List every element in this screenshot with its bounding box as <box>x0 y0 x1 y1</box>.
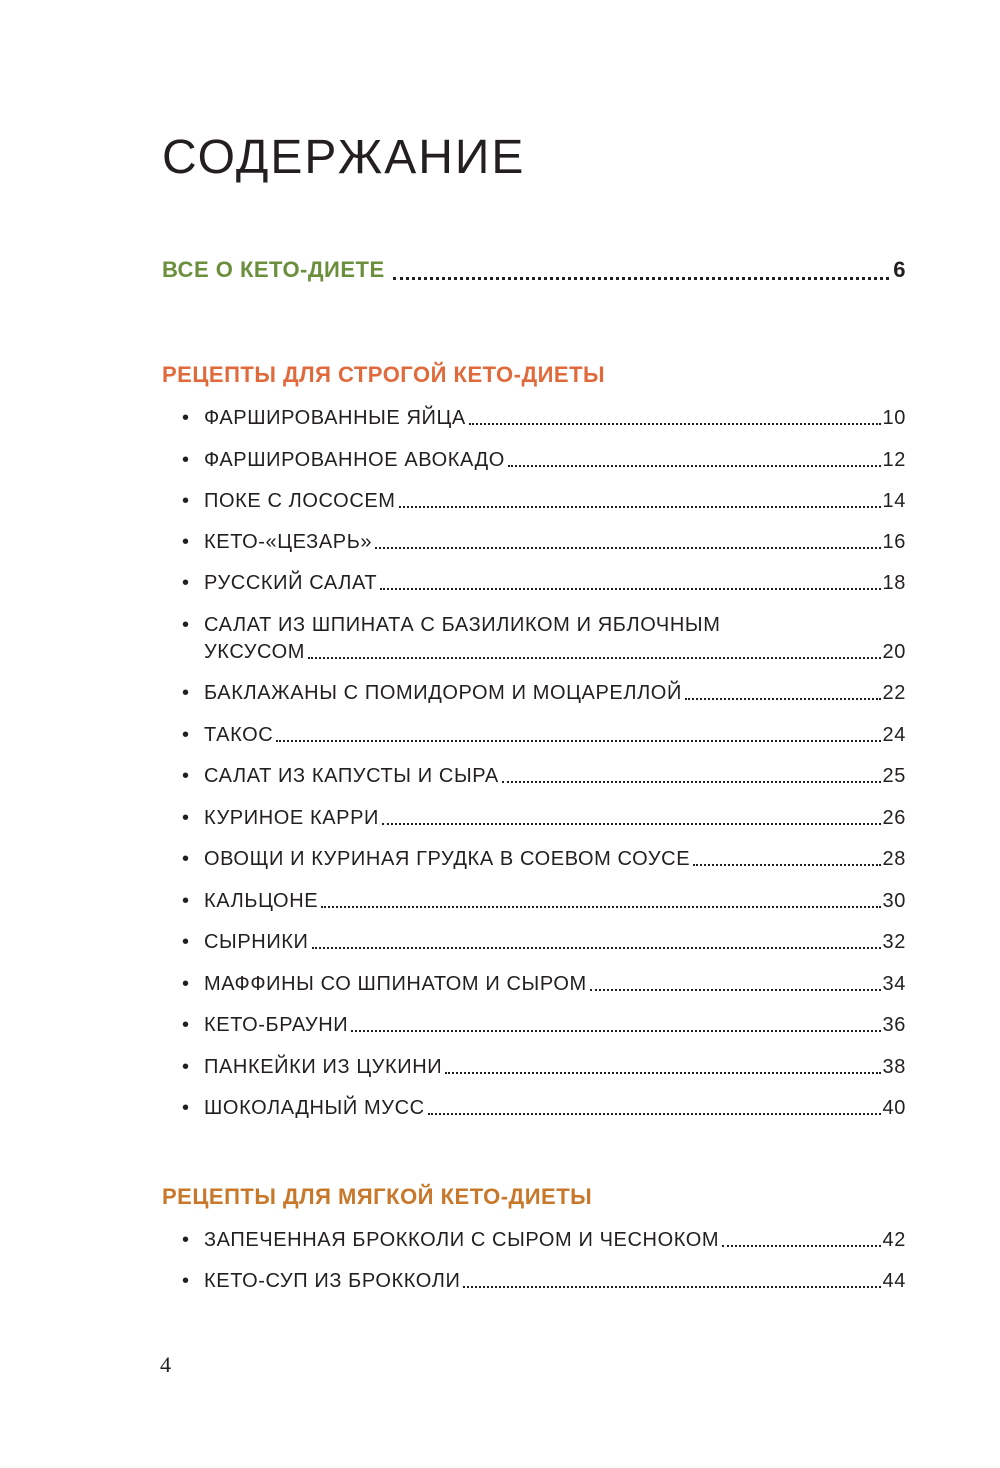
bullet: • <box>182 407 190 429</box>
toc-entry-page: 22 <box>882 682 906 704</box>
toc-entry-page: 34 <box>882 973 906 995</box>
toc-entry-label: СЫРНИКИ <box>204 931 309 953</box>
toc-entry[interactable] <box>182 1054 906 1080</box>
toc-entry-page: 40 <box>882 1097 906 1119</box>
bullet: • <box>182 973 190 995</box>
toc-entry-label: КУРИНОЕ КАРРИ <box>204 807 380 829</box>
toc-entry[interactable] <box>182 405 906 431</box>
toc-entry-page: 32 <box>882 931 906 953</box>
toc-entry[interactable] <box>182 763 906 789</box>
leader-dots <box>312 947 881 949</box>
toc-entry[interactable] <box>182 1012 906 1038</box>
toc-entry-label: МАФФИНЫ СО ШПИНАТОМ И СЫРОМ <box>204 973 587 995</box>
toc-entry-page: 10 <box>882 407 906 429</box>
leader-dots <box>508 465 881 467</box>
leader-dots <box>351 1030 880 1032</box>
leader-dots <box>276 740 880 742</box>
leader-dots <box>722 1245 880 1247</box>
bullet: • <box>182 1270 190 1292</box>
bullet: • <box>182 1014 190 1036</box>
toc-entry-page: 26 <box>882 807 906 829</box>
section-heading-soft: РЕЦЕПТЫ ДЛЯ МЯГКОЙ КЕТО-ДИЕТЫ <box>162 1184 593 1209</box>
section-heading-strict: РЕЦЕПТЫ ДЛЯ СТРОГОЙ КЕТО-ДИЕТЫ <box>162 362 606 387</box>
leader-dots <box>382 823 881 825</box>
toc-entry-page: 25 <box>882 765 906 787</box>
bullet: • <box>182 807 190 829</box>
bullet: • <box>182 682 190 704</box>
leader-dots <box>590 989 881 991</box>
toc-entry-label: РУССКИЙ САЛАТ <box>204 572 378 594</box>
toc-entry-label: КЕТО-«ЦЕЗАРЬ» <box>204 531 373 553</box>
toc-entry-label: УКСУСОМ <box>204 641 306 663</box>
toc-entry-page: 42 <box>882 1229 906 1251</box>
toc-entry-label: ВСЕ О КЕТО-ДИЕТЕ <box>162 257 385 282</box>
leader-dots <box>428 1113 881 1115</box>
leader-dots <box>502 781 881 783</box>
toc-entry-label: ШОКОЛАДНЫЙ МУСС <box>204 1097 425 1119</box>
toc-entry-page: 16 <box>882 531 906 553</box>
bullet: • <box>182 1056 190 1078</box>
toc-entry-label: БАКЛАЖАНЫ С ПОМИДОРОМ И МОЦАРЕЛЛОЙ <box>204 682 682 704</box>
bullet: • <box>182 449 190 471</box>
bullet: • <box>182 848 190 870</box>
toc-entry[interactable] <box>182 529 906 555</box>
bullet: • <box>182 614 190 636</box>
toc-entry[interactable] <box>182 488 906 514</box>
toc-entry[interactable] <box>182 929 906 955</box>
leader-dots <box>393 277 890 280</box>
toc-entry-intro[interactable] <box>162 257 906 287</box>
toc-entry-label: КЕТО-БРАУНИ <box>204 1014 349 1036</box>
toc-entry-label: ФАРШИРОВАННОЕ АВОКАДО <box>204 449 505 471</box>
toc-entry-label: КАЛЬЦОНЕ <box>204 890 319 912</box>
toc-entry[interactable] <box>182 1095 906 1121</box>
toc-entry[interactable] <box>182 447 906 473</box>
toc-entry-label: ПАНКЕЙКИ ИЗ ЦУКИНИ <box>204 1056 443 1078</box>
bullet: • <box>182 490 190 512</box>
toc-entry-label: ОВОЩИ И КУРИНАЯ ГРУДКА В СОЕВОМ СОУСЕ <box>204 848 691 870</box>
leader-dots <box>375 547 880 549</box>
leader-dots <box>380 588 880 590</box>
leader-dots <box>308 657 881 659</box>
toc-entry-label-line1: САЛАТ ИЗ ШПИНАТА С БАЗИЛИКОМ И ЯБЛОЧНЫМ <box>204 614 721 636</box>
toc-entry-label: ФАРШИРОВАННЫЕ ЯЙЦА <box>204 407 466 429</box>
toc-entry-page: 18 <box>882 572 906 594</box>
bullet: • <box>182 1097 190 1119</box>
leader-dots <box>693 864 880 866</box>
bullet: • <box>182 931 190 953</box>
leader-dots <box>445 1072 880 1074</box>
bullet: • <box>182 531 190 553</box>
leader-dots <box>469 423 881 425</box>
toc-entry-page: 24 <box>882 724 906 746</box>
toc-entry-label: ЗАПЕЧЕННАЯ БРОККОЛИ С СЫРОМ И ЧЕСНОКОМ <box>204 1229 720 1251</box>
toc-entry-page: 36 <box>882 1014 906 1036</box>
toc-entry-page: 38 <box>882 1056 906 1078</box>
toc-entry-page: 30 <box>882 890 906 912</box>
toc-entry-label: ПОКЕ С ЛОСОСЕМ <box>204 490 396 512</box>
bullet: • <box>182 572 190 594</box>
toc-entry[interactable] <box>182 846 906 872</box>
toc-entry[interactable] <box>182 680 906 706</box>
toc-entry[interactable] <box>182 612 906 665</box>
toc-entry-page: 12 <box>882 449 906 471</box>
bullet: • <box>182 765 190 787</box>
toc-entry-page: 6 <box>893 257 906 282</box>
page-number: 4 <box>160 1352 171 1377</box>
bullet: • <box>182 890 190 912</box>
page-title: СОДЕРЖАНИЕ <box>162 131 526 184</box>
toc-entry[interactable] <box>182 888 906 914</box>
toc-entry[interactable] <box>182 971 906 997</box>
toc-entry[interactable] <box>182 1227 906 1253</box>
toc-entry-page: 28 <box>882 848 906 870</box>
toc-entry[interactable] <box>182 805 906 831</box>
leader-dots <box>685 698 881 700</box>
bullet: • <box>182 1229 190 1251</box>
leader-dots <box>321 906 880 908</box>
leader-dots <box>399 506 881 508</box>
toc-entry[interactable] <box>182 1268 906 1294</box>
toc-entry-page: 20 <box>882 641 906 663</box>
toc-entry[interactable] <box>182 722 906 748</box>
toc-entry-label: ТАКОС <box>204 724 274 746</box>
bullet: • <box>182 724 190 746</box>
toc-entry[interactable] <box>182 570 906 596</box>
toc-entry-label: КЕТО-СУП ИЗ БРОККОЛИ <box>204 1270 461 1292</box>
toc-entry-label: САЛАТ ИЗ КАПУСТЫ И СЫРА <box>204 765 499 787</box>
toc-entry-page: 14 <box>882 490 906 512</box>
leader-dots <box>463 1286 880 1288</box>
toc-entry-page: 44 <box>882 1270 906 1292</box>
